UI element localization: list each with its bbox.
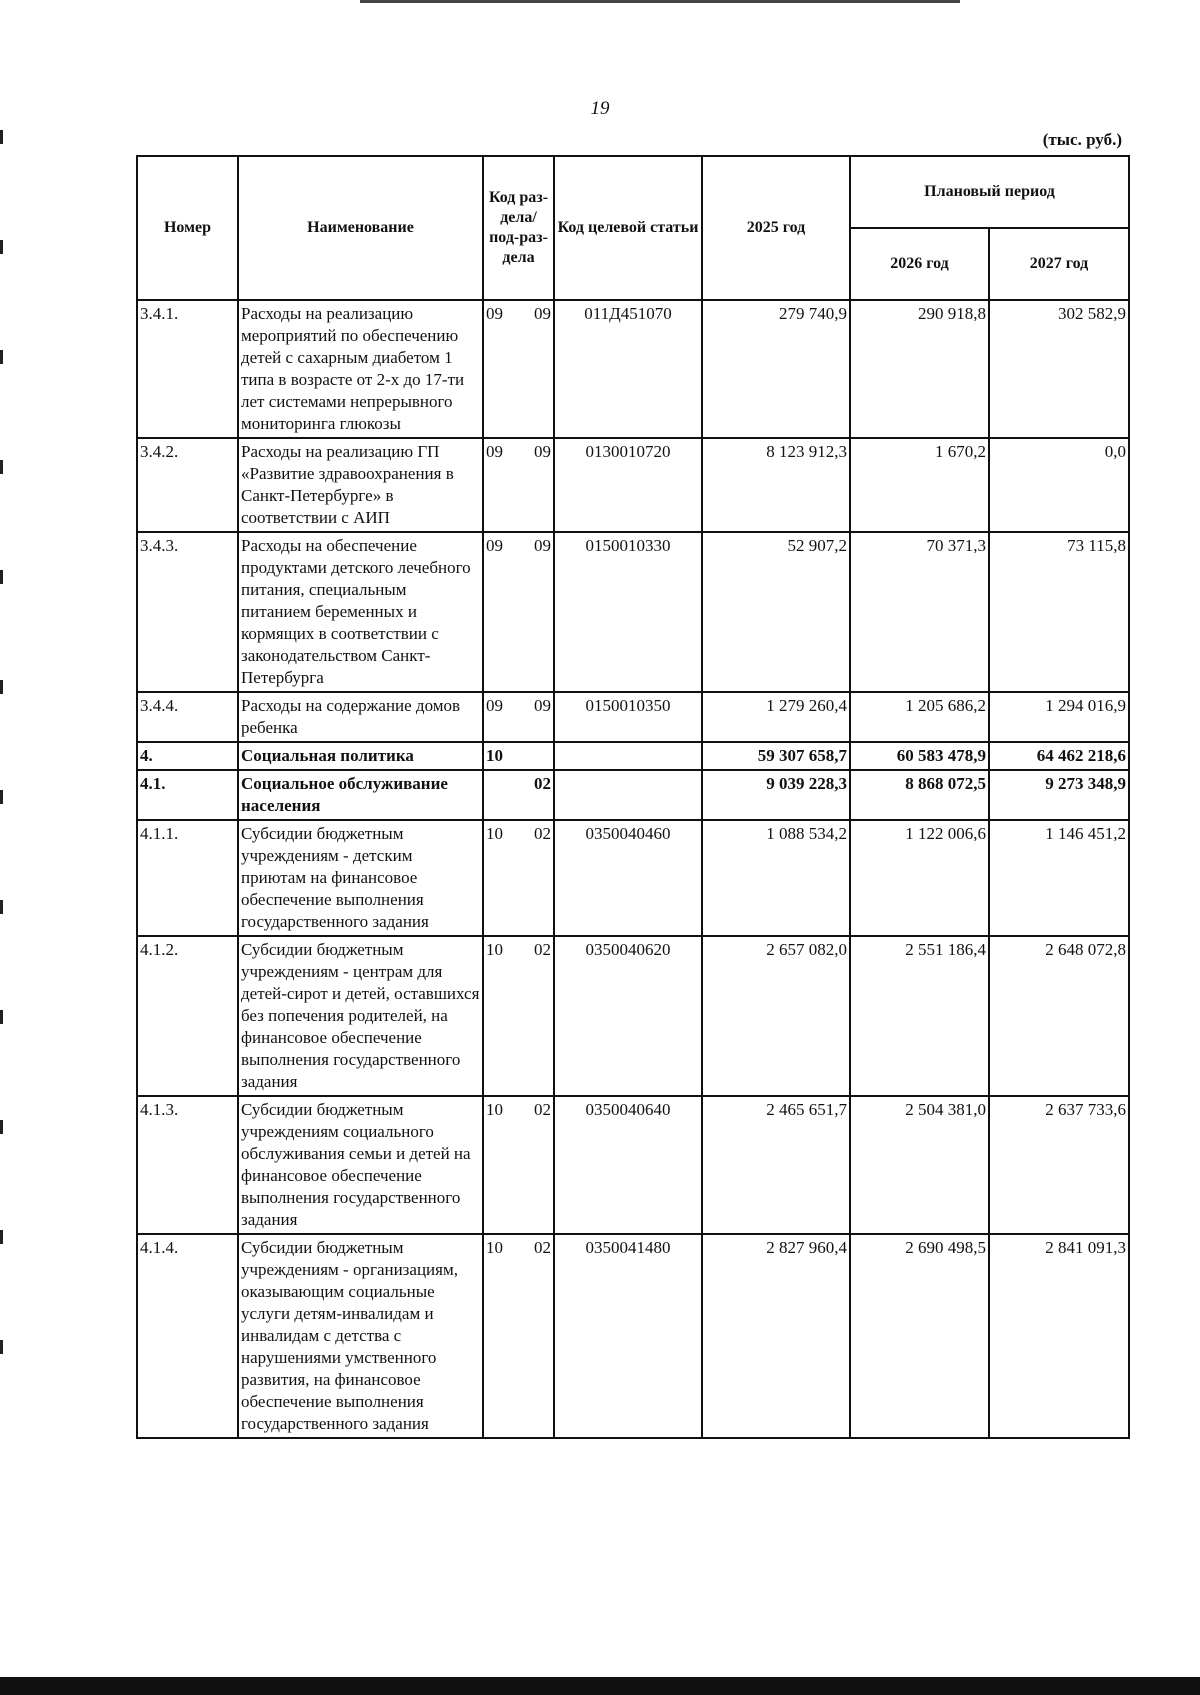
- row-2026: 60 583 478,9: [850, 742, 989, 770]
- budget-table: [136, 155, 1130, 1439]
- page-number: 19: [590, 98, 610, 119]
- row-number: 4.1.4.: [137, 1234, 238, 1438]
- table-row: [137, 820, 1129, 936]
- scan-left-edge-marks: [0, 130, 3, 1360]
- row-subsection: 02: [519, 770, 554, 820]
- row-section: 10: [483, 742, 519, 770]
- row-number: 3.4.1.: [137, 300, 238, 438]
- table-row: [137, 1096, 1129, 1234]
- row-number: 4.1.3.: [137, 1096, 238, 1234]
- row-subsection: 02: [519, 936, 554, 1096]
- row-subsection: [519, 742, 554, 770]
- header-target-code: Код целевой статьи: [554, 156, 702, 300]
- row-2026: 70 371,3: [850, 532, 989, 692]
- row-target-code: 0350040460: [554, 820, 702, 936]
- row-subsection: 09: [519, 438, 554, 532]
- row-name: Социальная политика: [238, 742, 483, 770]
- row-section: 10: [483, 936, 519, 1096]
- header-year-2027: 2027 год: [989, 228, 1129, 300]
- header-year-2025: 2025 год: [702, 156, 850, 300]
- row-name: Расходы на реализацию мероприятий по обеспечению детей с сахарным диабетом 1 типа в возрасте от 2-х до 17-ти лет системами непрерывного мониторинга глюкозы: [238, 300, 483, 438]
- row-2025: 52 907,2: [702, 532, 850, 692]
- row-target-code: 0350040620: [554, 936, 702, 1096]
- table-row: [137, 1234, 1129, 1438]
- scan-top-line: [360, 0, 960, 3]
- row-2027: 302 582,9: [989, 300, 1129, 438]
- row-2026: 1 205 686,2: [850, 692, 989, 742]
- row-2026: 2 690 498,5: [850, 1234, 989, 1438]
- row-subsection: 09: [519, 300, 554, 438]
- row-section: 10: [483, 1096, 519, 1234]
- row-section: 10: [483, 820, 519, 936]
- row-number: 4.: [137, 742, 238, 770]
- row-number: 4.1.1.: [137, 820, 238, 936]
- row-subsection: 02: [519, 1234, 554, 1438]
- row-2026: 2 551 186,4: [850, 936, 989, 1096]
- row-2025: 1 279 260,4: [702, 692, 850, 742]
- row-2027: 9 273 348,9: [989, 770, 1129, 820]
- row-2025: 59 307 658,7: [702, 742, 850, 770]
- row-2026: 8 868 072,5: [850, 770, 989, 820]
- row-subsection: 02: [519, 820, 554, 936]
- row-target-code: 0130010720: [554, 438, 702, 532]
- row-target-code: [554, 742, 702, 770]
- table-row: [137, 300, 1129, 438]
- table-row: [137, 936, 1129, 1096]
- table-row-subsection-total: [137, 770, 1129, 820]
- row-number: 4.1.: [137, 770, 238, 820]
- row-2025: 279 740,9: [702, 300, 850, 438]
- header-section-code: Код раз-дела/ под-раз-дела: [483, 156, 554, 300]
- row-section: 09: [483, 532, 519, 692]
- row-2027: 73 115,8: [989, 532, 1129, 692]
- row-name: Расходы на содержание домов ребенка: [238, 692, 483, 742]
- scan-bottom-bar: [0, 1677, 1200, 1695]
- row-number: 3.4.4.: [137, 692, 238, 742]
- row-2027: 2 637 733,6: [989, 1096, 1129, 1234]
- table-row: [137, 532, 1129, 692]
- row-name: Социальное обслуживание населения: [238, 770, 483, 820]
- row-name: Субсидии бюджетным учреждениям социального обслуживания семьи и детей на финансовое обеспечение выполнения государственного задания: [238, 1096, 483, 1234]
- row-2027: 2 648 072,8: [989, 936, 1129, 1096]
- row-name: Субсидии бюджетным учреждениям - организациям, оказывающим социальные услуги детям-инвалидам и инвалидам с детства с нарушениями умственного развития, на финансовое обеспечение выполнения государственного задания: [238, 1234, 483, 1438]
- row-target-code: 0350040640: [554, 1096, 702, 1234]
- header-number: Номер: [137, 156, 238, 300]
- row-subsection: 09: [519, 532, 554, 692]
- row-2025: 9 039 228,3: [702, 770, 850, 820]
- table-row-section-total: [137, 742, 1129, 770]
- row-2026: 1 670,2: [850, 438, 989, 532]
- row-2025: 2 827 960,4: [702, 1234, 850, 1438]
- row-section: 09: [483, 300, 519, 438]
- header-planning-period: Плановый период: [850, 156, 1129, 228]
- row-subsection: 02: [519, 1096, 554, 1234]
- row-section: 10: [483, 1234, 519, 1438]
- table-row: [137, 692, 1129, 742]
- row-target-code: 0150010330: [554, 532, 702, 692]
- row-name: Расходы на обеспечение продуктами детского лечебного питания, специальным питанием беременных и кормящих в соответствии с законодательством Санкт-Петербурга: [238, 532, 483, 692]
- row-subsection: 09: [519, 692, 554, 742]
- row-section: 09: [483, 438, 519, 532]
- header-year-2026: 2026 год: [850, 228, 989, 300]
- row-section: 09: [483, 692, 519, 742]
- row-target-code: 011Д451070: [554, 300, 702, 438]
- row-2025: 2 465 651,7: [702, 1096, 850, 1234]
- row-2027: 1 146 451,2: [989, 820, 1129, 936]
- row-name: Расходы на реализацию ГП «Развитие здравоохранения в Санкт-Петербурге» в соответствии с АИП: [238, 438, 483, 532]
- row-name: Субсидии бюджетным учреждениям - центрам для детей-сирот и детей, оставшихся без попечения родителей, на финансовое обеспечение выполнения государственного задания: [238, 936, 483, 1096]
- row-number: 4.1.2.: [137, 936, 238, 1096]
- row-2025: 2 657 082,0: [702, 936, 850, 1096]
- row-target-code: 0350041480: [554, 1234, 702, 1438]
- row-number: 3.4.2.: [137, 438, 238, 532]
- row-2027: 0,0: [989, 438, 1129, 532]
- row-2026: 1 122 006,6: [850, 820, 989, 936]
- row-2026: 2 504 381,0: [850, 1096, 989, 1234]
- units-label: (тыс. руб.): [1042, 130, 1122, 149]
- row-2026: 290 918,8: [850, 300, 989, 438]
- row-2025: 1 088 534,2: [702, 820, 850, 936]
- row-2025: 8 123 912,3: [702, 438, 850, 532]
- table-row: [137, 438, 1129, 532]
- row-target-code: 0150010350: [554, 692, 702, 742]
- row-2027: 64 462 218,6: [989, 742, 1129, 770]
- row-number: 3.4.3.: [137, 532, 238, 692]
- row-2027: 2 841 091,3: [989, 1234, 1129, 1438]
- row-target-code: [554, 770, 702, 820]
- row-2027: 1 294 016,9: [989, 692, 1129, 742]
- row-name: Субсидии бюджетным учреждениям - детским приютам на финансовое обеспечение выполнения государственного задания: [238, 820, 483, 936]
- header-name: Наименование: [238, 156, 483, 300]
- row-section: [483, 770, 519, 820]
